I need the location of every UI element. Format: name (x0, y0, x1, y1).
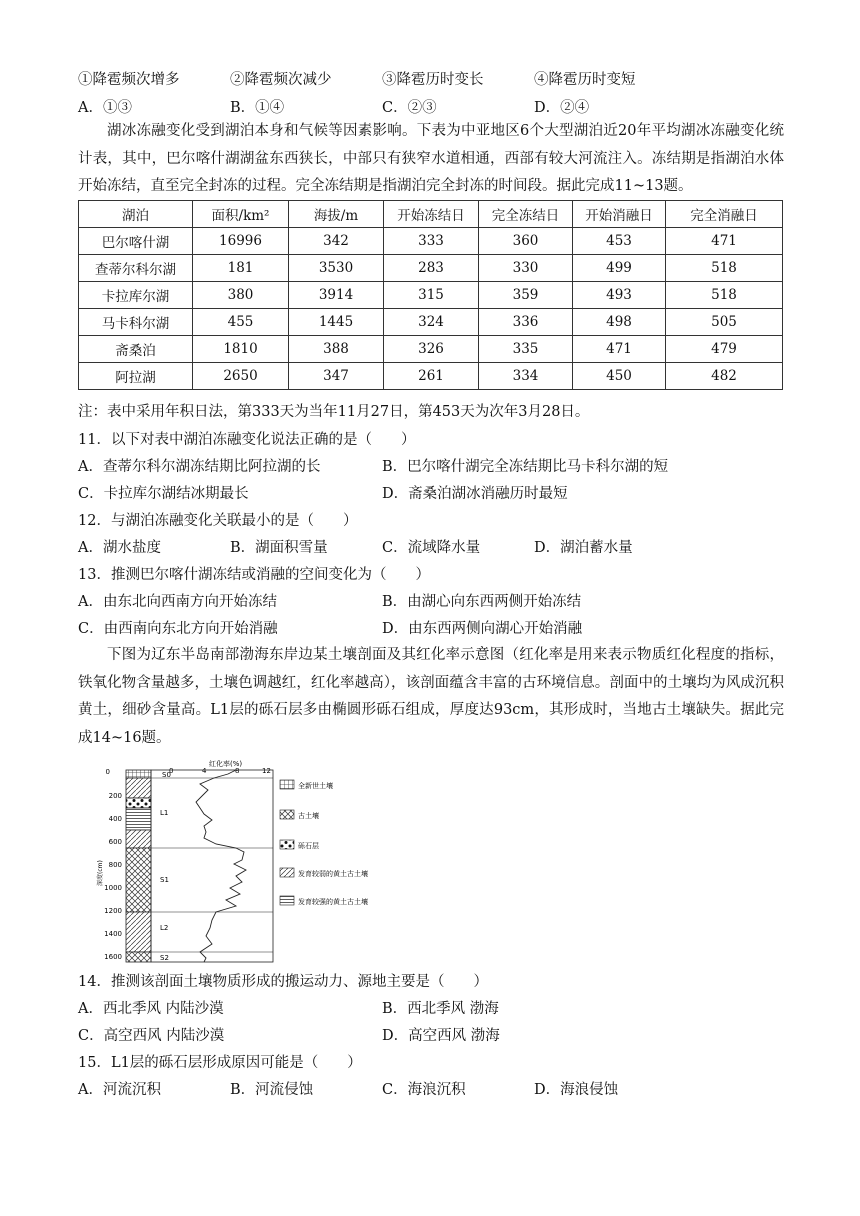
cell: 493 (573, 282, 666, 309)
header-cell: 海拔/m (289, 201, 384, 228)
choice-d[interactable]: D．②④ (534, 100, 590, 116)
cell: 499 (573, 255, 666, 282)
table-row (79, 228, 783, 255)
q12-stem: 12．与湖泊冻融变化关联最小的是（ ） (78, 513, 358, 529)
layer-l2: L2 (160, 924, 169, 932)
y-tick: 0 (105, 768, 110, 776)
x-tick-4: 4 (202, 767, 207, 775)
q12-option-a[interactable]: A．湖水盐度 (78, 540, 161, 556)
x-tick-12: 12 (262, 767, 271, 775)
q10-choices (0, 96, 860, 118)
q14-option-d[interactable]: D．高空西风 渤海 (382, 1028, 500, 1044)
cell: 马卡科尔湖 (79, 309, 193, 336)
statement-3: ③降雹历时变长 (382, 72, 484, 88)
header-cell: 完全冻结日 (479, 201, 573, 228)
q14-option-a[interactable]: A．西北季风 内陆沙漠 (78, 1001, 224, 1017)
legend-item: 砾石层 (298, 842, 319, 850)
cell: 2650 (193, 363, 289, 390)
q11-option-b[interactable]: B．巴尔喀什湖完全冻结期比马卡科尔湖的短 (382, 459, 669, 475)
statement-2: ②降雹频次减少 (230, 72, 332, 88)
cell: 315 (384, 282, 479, 309)
cell: 505 (666, 309, 783, 336)
header-cell: 面积/km² (193, 201, 289, 228)
lake-ice-table (78, 200, 783, 390)
cell: 1810 (193, 336, 289, 363)
q15-option-d[interactable]: D．海浪侵蚀 (534, 1082, 619, 1098)
cell: 330 (479, 255, 573, 282)
legend-item: 发育较强的黄土古土壤 (298, 898, 368, 906)
cell: 498 (573, 309, 666, 336)
header-cell: 完全消融日 (666, 201, 783, 228)
q15-option-c[interactable]: C．海浪沉积 (382, 1082, 466, 1098)
y-tick: 1000 (104, 884, 122, 892)
table-row (79, 363, 783, 390)
q15-option-b[interactable]: B．河流侵蚀 (230, 1082, 314, 1098)
cell: 380 (193, 282, 289, 309)
q12-option-c[interactable]: C．流域降水量 (382, 540, 481, 556)
legend-item: 全新世土壤 (298, 782, 333, 790)
cell: 359 (479, 282, 573, 309)
cell: 卡拉库尔湖 (79, 282, 193, 309)
q13-option-b[interactable]: B．由湖心向东西两侧开始冻结 (382, 594, 582, 610)
cell: 查蒂尔科尔湖 (79, 255, 193, 282)
cell: 3914 (289, 282, 384, 309)
q12-option-d[interactable]: D．湖泊蓄水量 (534, 540, 633, 556)
table-row (79, 336, 783, 363)
y-tick: 1200 (104, 907, 122, 915)
q15-stem: 15．L1层的砾石层形成原因可能是（ ） (78, 1055, 362, 1071)
cell: 388 (289, 336, 384, 363)
q11-option-c[interactable]: C．卡拉库尔湖结冰期最长 (78, 486, 249, 502)
q10-statements (0, 68, 860, 90)
y-axis-label: 深度(cm) (97, 860, 104, 886)
passage-2: 下图为辽东半岛南部渤海东岸边某土壤剖面及其红化率示意图（红化率是用来表示物质红化程度的指标，铁氧化物含量越多，土壤色调越红，红化率越高），该剖面蕴含丰富的古环境信息。剖面中的土壤均为风成沉积黄土，细砂含量高。L1层的砾石层多由椭圆形砾石组成，厚度达93cm，其形成时，当地古土壤缺失。据此完成14~16题。 (78, 647, 784, 746)
axis-title: 红化率(%) (209, 760, 243, 768)
soil-column (126, 770, 151, 962)
cell: 450 (573, 363, 666, 390)
q14-option-c[interactable]: C．高空西风 内陆沙漠 (78, 1028, 225, 1044)
cell: 16996 (193, 228, 289, 255)
statement-4: ④降雹历时变短 (534, 72, 636, 88)
cell: 181 (193, 255, 289, 282)
x-tick-8: 8 (235, 767, 240, 775)
cell: 335 (479, 336, 573, 363)
q13-option-a[interactable]: A．由东北向西南方向开始冻结 (78, 594, 277, 610)
cell: 324 (384, 309, 479, 336)
table-note: 注：表中采用年积日法，第333天为当年11月27日，第453天为次年3月28日。 (78, 404, 590, 420)
cell: 479 (666, 336, 783, 363)
choice-b[interactable]: B．①④ (230, 100, 285, 116)
cell: 518 (666, 282, 783, 309)
cell: 283 (384, 255, 479, 282)
layer-s0: S0 (162, 771, 171, 779)
cell: 326 (384, 336, 479, 363)
cell: 斋桑泊 (79, 336, 193, 363)
soil-profile-figure (96, 760, 386, 970)
cell: 455 (193, 309, 289, 336)
legend (280, 780, 368, 906)
cell: 518 (666, 255, 783, 282)
q14-stem: 14．推测该剖面土壤物质形成的搬运动力、源地主要是（ ） (78, 974, 488, 990)
cell: 334 (479, 363, 573, 390)
q11-option-a[interactable]: A．查蒂尔科尔湖冻结期比阿拉湖的长 (78, 459, 321, 475)
legend-item: 古土壤 (298, 812, 319, 820)
header-cell: 开始冻结日 (384, 201, 479, 228)
y-tick: 1600 (104, 953, 122, 961)
layer-s1: S1 (160, 876, 169, 884)
q14-option-b[interactable]: B．西北季风 渤海 (382, 1001, 499, 1017)
cell: 3530 (289, 255, 384, 282)
table-row (79, 282, 783, 309)
y-tick: 800 (108, 861, 122, 869)
layer-s2: S2 (160, 954, 169, 962)
q13-option-d[interactable]: D．由东西两侧向湖心开始消融 (382, 621, 583, 637)
cell: 471 (573, 336, 666, 363)
cell: 1445 (289, 309, 384, 336)
statement-1: ①降雹频次增多 (78, 72, 180, 88)
cell: 471 (666, 228, 783, 255)
q13-stem: 13．推测巴尔喀什湖冻结或消融的空间变化为（ ） (78, 567, 430, 583)
table-header-row (79, 201, 783, 228)
cell: 482 (666, 363, 783, 390)
legend-item: 发育较弱的黄土古土壤 (298, 870, 368, 878)
table-row (79, 255, 783, 282)
q13-option-c[interactable]: C．由西南向东北方向开始消融 (78, 621, 278, 637)
x-tick-0: 0 (169, 767, 174, 775)
q15-option-a[interactable]: A．河流沉积 (78, 1082, 161, 1098)
cell: 阿拉湖 (79, 363, 193, 390)
cell: 360 (479, 228, 573, 255)
header-cell: 湖泊 (79, 201, 193, 228)
q11-option-d[interactable]: D．斋桑泊湖冰消融历时最短 (382, 486, 568, 502)
cell: 342 (289, 228, 384, 255)
cell: 347 (289, 363, 384, 390)
cell: 336 (479, 309, 573, 336)
header-cell: 开始消融日 (573, 201, 666, 228)
table-row (79, 309, 783, 336)
q11-stem: 11．以下对表中湖泊冻融变化说法正确的是（ ） (78, 432, 416, 448)
choice-c[interactable]: C．②③ (382, 100, 437, 116)
cell: 333 (384, 228, 479, 255)
y-tick: 1400 (104, 930, 122, 938)
cell: 261 (384, 363, 479, 390)
y-tick: 200 (108, 792, 122, 800)
q12-option-b[interactable]: B．湖面积雪量 (230, 540, 328, 556)
choice-a[interactable]: A．①③ (78, 100, 132, 116)
passage-1: 湖冰冻融变化受到湖泊本身和气候等因素影响。下表为中亚地区6个大型湖泊近20年平均湖冰冻融变化统计表，其中，巴尔喀什湖湖盆东西狭长，中部只有狭窄水道相通，西部有较大河流注入。冻结期是指湖泊水体开始冻结，直至完全封冻的过程。完全冻结期是指湖泊完全封冻的时间段。据此完成11~13题。 (78, 123, 784, 194)
y-tick: 400 (108, 815, 122, 823)
redness-curve (196, 770, 246, 962)
cell: 巴尔喀什湖 (79, 228, 193, 255)
y-tick: 600 (108, 838, 122, 846)
layer-l1: L1 (160, 809, 169, 817)
cell: 453 (573, 228, 666, 255)
